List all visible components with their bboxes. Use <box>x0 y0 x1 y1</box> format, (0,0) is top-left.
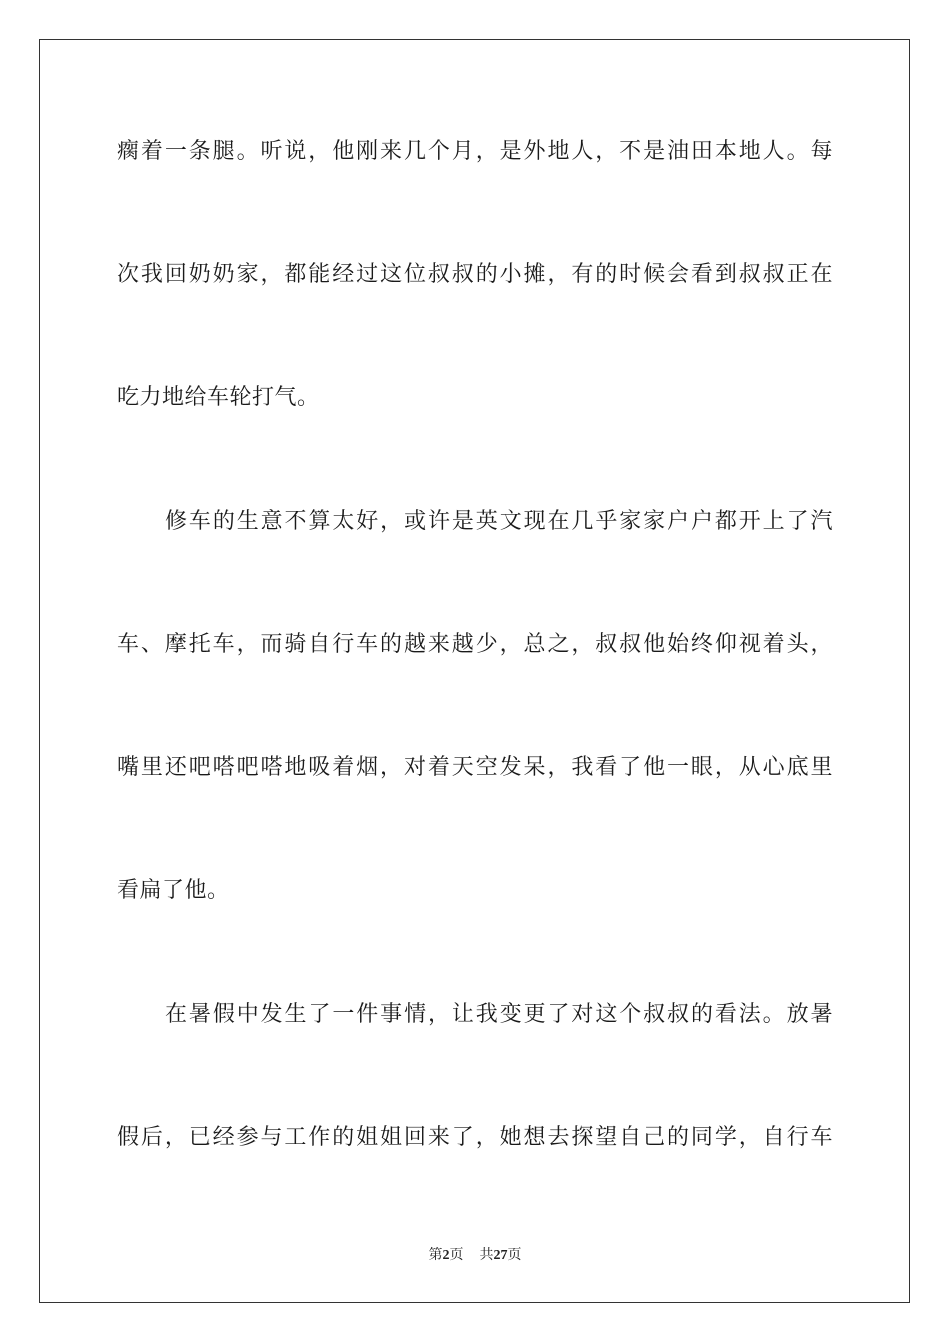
text-line: 看扁了他。 <box>117 878 230 903</box>
text-line: 瘸着一条腿。听说，他刚来几个月，是外地人，不是油田本地人。每 <box>117 139 833 164</box>
paragraph-first-line: 修车的生意不算太好，或许是英文现在几乎家家户户都开上了汽 <box>165 509 833 534</box>
text-line: 车、摩托车，而骑自行车的越来越少，总之，叔叔他始终仰视着头， <box>117 632 833 657</box>
total-pages: 27 <box>493 1248 508 1263</box>
text-line: 假后，已经参与工作的姐姐回来了，她想去探望自己的同学，自行车 <box>117 1125 833 1150</box>
page-border <box>39 39 910 1303</box>
page-number: 2 <box>442 1248 450 1263</box>
text-line: 嘴里还吧嗒吧嗒地吸着烟，对着天空发呆，我看了他一眼，从心底里 <box>117 755 833 780</box>
total-suffix: 页 <box>507 1247 522 1263</box>
page-suffix: 页 <box>449 1247 464 1263</box>
text-line: 吃力地给车轮打气。 <box>117 385 320 410</box>
page-footer <box>0 1246 950 1265</box>
text-line: 次我回奶奶家，都能经过这位叔叔的小摊，有的时候会看到叔叔正在 <box>117 262 833 287</box>
paragraph-first-line: 在暑假中发生了一件事情，让我变更了对这个叔叔的看法。放暑 <box>165 1002 833 1027</box>
page-prefix: 第 <box>428 1247 443 1263</box>
total-prefix: 共 <box>479 1247 494 1263</box>
